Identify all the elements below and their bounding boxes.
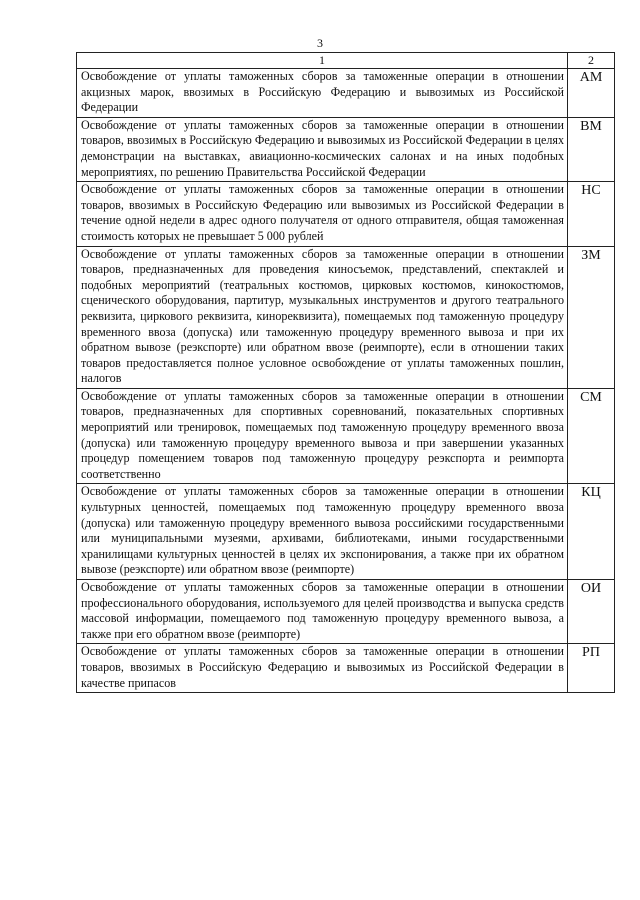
row-code: КЦ	[568, 484, 615, 580]
table-row	[77, 388, 615, 484]
exemption-codes-table	[76, 52, 615, 693]
row-description: Освобождение от уплаты таможенных сборов за таможенные операции в отношении товаров, ввозимых в Российскую Федерацию и вывозимых из Российской Федерации в качестве припасов	[77, 644, 568, 693]
row-description: Освобождение от уплаты таможенных сборов за таможенные операции в отношении профессионального оборудования, используемого для целей производства и выпуска средств массовой информации, помещаемого под таможенную процедуру временного вывоза, а также при его обратном ввозе (реимпорте)	[77, 580, 568, 644]
row-description: Освобождение от уплаты таможенных сборов за таможенные операции в отношении товаров, ввозимых в Российскую Федерацию или вывозимых из Российской Федерации в течение одной недели в адрес одного получателя от одного отправителя, общая таможенная стоимость которых не превышает 5 000 рублей	[77, 182, 568, 246]
table-header-row	[77, 53, 615, 69]
row-code: СМ	[568, 388, 615, 484]
page-number: 3	[317, 36, 323, 50]
table-row	[77, 644, 615, 693]
row-code: АМ	[568, 69, 615, 118]
row-code: ОИ	[568, 580, 615, 644]
table-row	[77, 182, 615, 246]
column-header-description: 1	[77, 53, 568, 69]
row-description: Освобождение от уплаты таможенных сборов за таможенные операции в отношении акцизных марок, ввозимых в Российскую Федерацию и вывозимых из Российской Федерации	[77, 69, 568, 118]
table-row	[77, 580, 615, 644]
column-header-code: 2	[568, 53, 615, 69]
row-code: ЗМ	[568, 246, 615, 388]
row-description: Освобождение от уплаты таможенных сборов за таможенные операции в отношении товаров, предназначенных для проведения киносъемок, представлений, спектаклей и подобных мероприятий (театральных костюмов, цирковых костюмов, кинокостюмов, сценического оборудования, партитур, музыкальных инструментов и другого театрального реквизита, циркового реквизита, кинореквизита), помещаемых под таможенную процедуру временного ввоза (допуска) или таможенную процедуру временного вывоза и при их обратном вывозе (реэкспорте) или обратном ввозе (реимпорте), если в отношении таких товаров предоставляется полное условное освобождение от уплаты таможенных пошлин, налогов	[77, 246, 568, 388]
row-description: Освобождение от уплаты таможенных сборов за таможенные операции в отношении культурных ценностей, помещаемых под таможенную процедуру временного ввоза (допуска) или таможенную процедуру временного вывоза российскими государственными или муниципальными музеями, архивами, библиотеками, иными государственными хранилищами культурных ценностей в целях их экспонирования, а также при их обратном вывозе (реэкспорте) или обратном ввозе (реимпорте)	[77, 484, 568, 580]
row-code: РП	[568, 644, 615, 693]
table-row	[77, 117, 615, 181]
row-description: Освобождение от уплаты таможенных сборов за таможенные операции в отношении товаров, предназначенных для спортивных соревнований, показательных спортивных мероприятий или тренировок, помещаемых под таможенную процедуру временного ввоза (допуска) или таможенную процедуру временного вывоза и при завершении указанных процедур помещением товаров под таможенную процедуру реэкспорта и реимпорта соответственно	[77, 388, 568, 484]
row-code: НС	[568, 182, 615, 246]
table-row	[77, 69, 615, 118]
row-code: ВМ	[568, 117, 615, 181]
row-description: Освобождение от уплаты таможенных сборов за таможенные операции в отношении товаров, ввозимых в Российскую Федерацию и вывозимых из Российской Федерации в целях демонстрации на выставках, авиационно-космических салонах и на иных подобных мероприятиях, по решению Правительства Российской Федерации	[77, 117, 568, 181]
table-row	[77, 246, 615, 388]
table-row	[77, 484, 615, 580]
